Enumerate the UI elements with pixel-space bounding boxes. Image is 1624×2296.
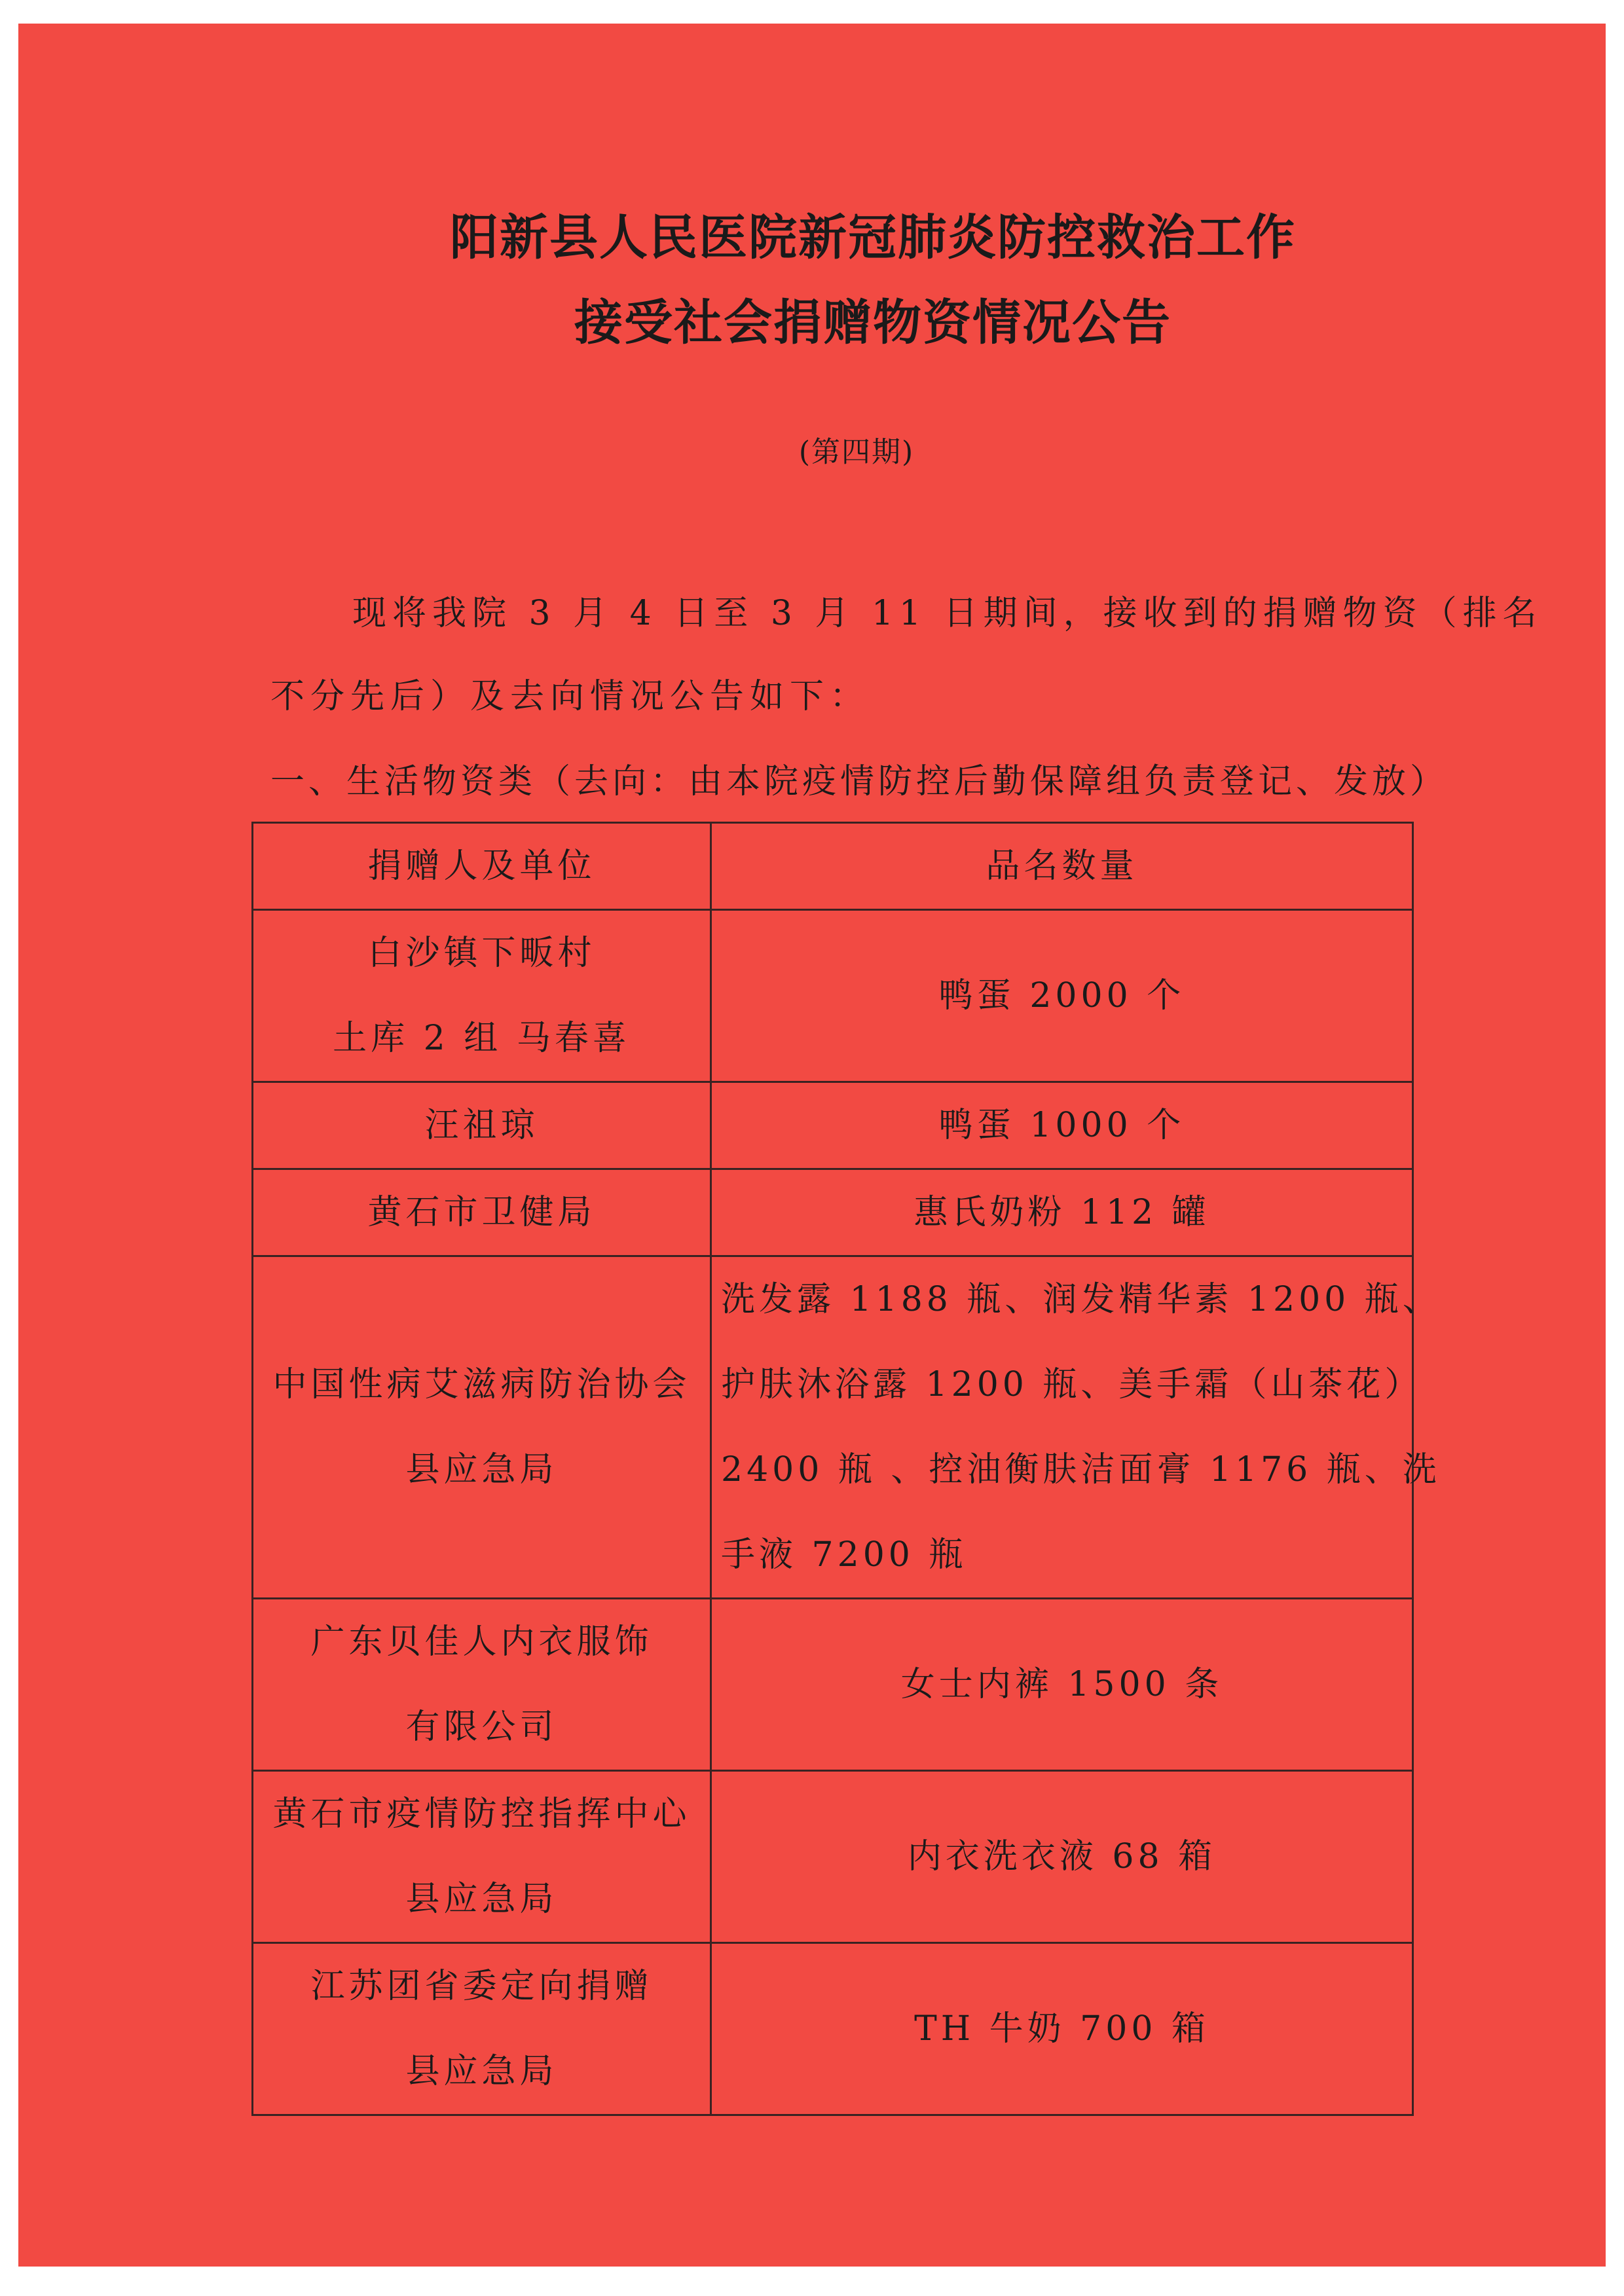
items-cell bbox=[711, 1082, 1413, 1169]
intro-paragraph-line: 不分先后）及去向情况公告如下： bbox=[270, 677, 870, 716]
items-line: TH 牛奶 700 箱 bbox=[914, 2009, 1209, 2049]
items-line: 鸭蛋 2000 个 bbox=[938, 976, 1185, 1015]
table-row bbox=[253, 1169, 1413, 1256]
items-line: 内衣洗衣液 68 箱 bbox=[907, 1837, 1217, 1876]
donor-line: 江苏团省委定向捐赠 bbox=[310, 1967, 653, 2006]
column-header-items: 品名数量 bbox=[711, 823, 1413, 910]
table-row bbox=[253, 1599, 1413, 1771]
donor-cell bbox=[253, 1169, 711, 1256]
items-line: 手液 7200 瓶 bbox=[721, 1535, 967, 1575]
donor-line: 汪祖琼 bbox=[424, 1106, 539, 1145]
table-row bbox=[253, 1082, 1413, 1169]
donor-line: 县应急局 bbox=[405, 1450, 558, 1489]
donor-line: 土库 2 组 马春喜 bbox=[333, 1019, 631, 1058]
table-row bbox=[253, 910, 1413, 1082]
donor-cell bbox=[253, 910, 711, 1082]
table-header-row bbox=[253, 823, 1413, 910]
items-cell bbox=[711, 1599, 1413, 1771]
table-row bbox=[253, 1771, 1413, 1943]
donor-cell bbox=[253, 1943, 711, 2115]
donor-line: 广东贝佳人内衣服饰 bbox=[310, 1622, 653, 1662]
intro-paragraph-line: 现将我院 3 月 4 日至 3 月 11 日期间，接收到的捐赠物资（排名 bbox=[352, 594, 1543, 633]
donor-line: 黄石市卫健局 bbox=[367, 1193, 596, 1232]
column-header-donor: 捐赠人及单位 bbox=[253, 823, 711, 910]
donor-cell bbox=[253, 1771, 711, 1943]
section-heading: 一、生活物资类（去向：由本院疫情防控后勤保障组负责登记、发放） bbox=[270, 762, 1449, 801]
items-line: 女士内裤 1500 条 bbox=[900, 1665, 1223, 1704]
document-page bbox=[18, 24, 1606, 2267]
items-cell bbox=[711, 910, 1413, 1082]
items-cell bbox=[711, 1771, 1413, 1943]
items-cell bbox=[711, 1943, 1413, 2115]
items-line: 2400 瓶 、控油衡肤洁面膏 1176 瓶、洗 bbox=[721, 1450, 1441, 1489]
items-line: 鸭蛋 1000 个 bbox=[938, 1106, 1185, 1145]
items-cell bbox=[711, 1169, 1413, 1256]
items-line: 护肤沐浴露 1200 瓶、美手霜（山茶花） bbox=[721, 1365, 1423, 1404]
donor-line: 有限公司 bbox=[405, 1707, 558, 1747]
title-line: 接受社会捐赠物资情况公告 bbox=[574, 295, 1172, 351]
donor-cell bbox=[253, 1256, 711, 1599]
table-row bbox=[253, 1943, 1413, 2115]
donor-line: 中国性病艾滋病防治协会 bbox=[272, 1365, 691, 1404]
document-title bbox=[18, 210, 1624, 351]
donor-cell bbox=[253, 1082, 711, 1169]
items-line: 洗发露 1188 瓶、润发精华素 1200 瓶、 bbox=[721, 1280, 1441, 1319]
donor-line: 黄石市疫情防控指挥中心 bbox=[272, 1795, 691, 1834]
items-line: 惠氏奶粉 112 罐 bbox=[913, 1193, 1210, 1232]
donor-line: 白沙镇下畈村 bbox=[367, 934, 596, 973]
issue-number: (第四期) bbox=[798, 435, 915, 469]
donor-line: 县应急局 bbox=[405, 1880, 558, 1919]
donor-line: 县应急局 bbox=[405, 2052, 558, 2091]
title-line: 阳新县人民医院新冠肺炎防控救治工作 bbox=[450, 210, 1296, 266]
table-row bbox=[253, 1256, 1413, 1599]
items-cell bbox=[711, 1256, 1441, 1599]
donation-table bbox=[251, 822, 1441, 2116]
donor-cell bbox=[253, 1599, 711, 1771]
